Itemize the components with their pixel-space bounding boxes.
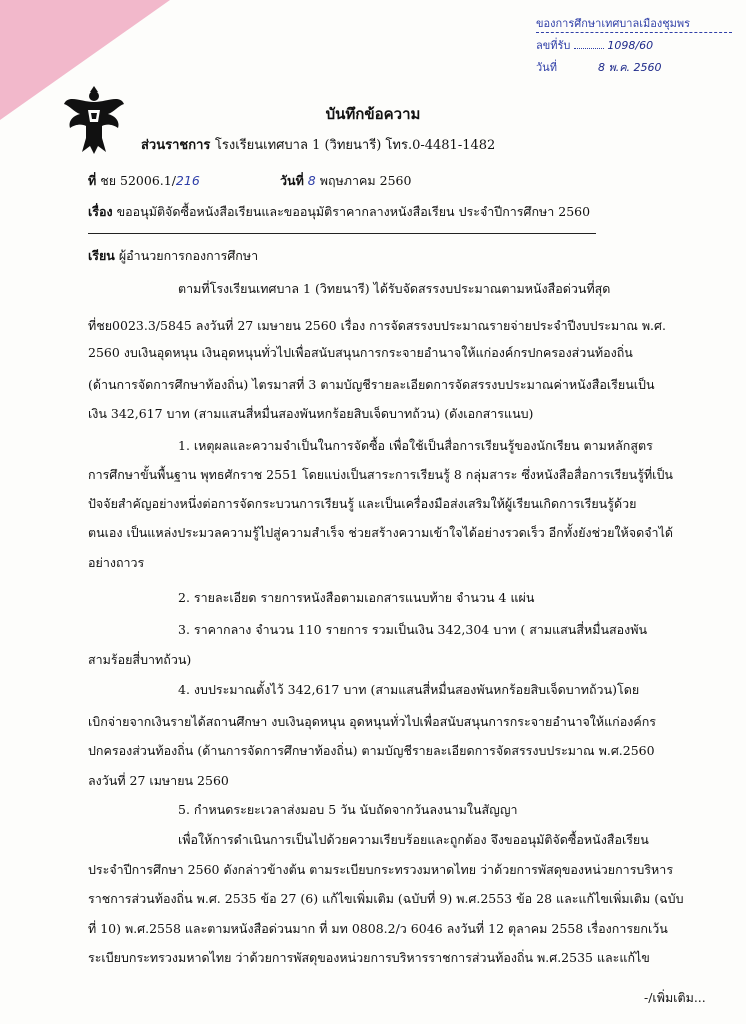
p4-line: สามร้อยสี่บาทถ้วน) xyxy=(88,652,192,667)
agency-label: ส่วนราชการ xyxy=(141,138,211,153)
p4-line: 3. ราคากลาง จำนวน 110 รายการ รวมเป็นเงิน 342,304 บาท ( สามแสนสี่หมื่นสองพัน xyxy=(178,622,648,637)
doc-no-label: ที่ xyxy=(88,173,97,188)
paragraph-3: 2. รายละเอียด รายการหนังสือตามเอกสารแนบท้าย จำนวน 4 แผ่น xyxy=(178,590,535,605)
p1-line: ตามที่โรงเรียนเทศบาล 1 (วิทยนารี) ได้รับจัดสรรงบประมาณตามหนังสือด่วนที่สุด xyxy=(178,281,611,296)
stamp-office: ของการศึกษาเทศบาลเมืองชุมพร xyxy=(536,14,732,33)
continued-marker: -/เพิ่มเติม... xyxy=(644,990,706,1005)
header-divider xyxy=(88,233,596,234)
p1-line: 2560 งบเงินอุดหนุน เงินอุดหนุนทั่วไปเพื่อสนับสนุนการกระจายอำนาจให้แก่องค์กรปกครองส่วนท้องถิ่น xyxy=(88,345,633,360)
p1-line: เงิน 342,617 บาท (สามแสนสี่หมื่นสองพันหกร้อยสิบเจ็ดบาทถ้วน) (ดังเอกสารแนบ) xyxy=(88,406,534,421)
subject-text: ขออนุมัติจัดซื้อหนังสือเรียนและขออนุมัติราคากลางหนังสือเรียน ประจำปีการศึกษา 2560 xyxy=(116,204,591,219)
doc-date-label: วันที่ xyxy=(280,173,304,188)
doc-no-prefix: ชย 52006.1/ xyxy=(100,173,176,188)
p7-line: ที่ 10) พ.ศ.2558 และตามหนังสือด่วนมาก ที่ มท 0808.2/ว 6046 ลงวันที่ 12 ตุลาคม 2558 เรื่องการยกเว้น xyxy=(88,921,668,936)
p5-line: เบิกจ่ายจากเงินรายได้สถานศึกษา งบเงินอุดหนุน อุดหนุนทั่วไปเพื่อสนับสนุนการกระจายอำนาจให้แก่องค์กร xyxy=(88,714,657,729)
p2-line: อย่างถาวร xyxy=(88,555,145,570)
stamp-recv-no: 1098/60 xyxy=(607,39,654,52)
to-text: ผู้อำนวยการกองการศึกษา xyxy=(118,248,259,263)
subject-label: เรื่อง xyxy=(88,204,113,219)
p7-line: ระเบียบกระทรวงมหาดไทย ว่าด้วยการพัสดุของหน่วยการบริหารราชการส่วนท้องถิ่น พ.ศ.2535 และแก้ไข xyxy=(88,950,650,965)
p1-line: ที่ชย0023.3/5845 ลงวันที่ 27 เมษายน 2560 เรื่อง การจัดสรรงบประมาณรายจ่ายประจำปีงบประมาณ พ.ศ. xyxy=(88,318,666,333)
p2-line: 1. เหตุผลและความจำเป็นในการจัดซื้อ เพื่อใช้เป็นสื่อการเรียนรู้ของนักเรียน ตามหลักสูตร xyxy=(178,438,653,453)
p2-line: การศึกษาขั้นพื้นฐาน พุทธศักราช 2551 โดยแบ่งเป็นสาระการเรียนรู้ 8 กลุ่มสาระ ซึ่งหนังสือสื่อการเรียนรู้ที่เป็น xyxy=(88,467,673,482)
p7-line: ราชการส่วนท้องถิ่น พ.ศ. 2535 ข้อ 27 (6) แก้ไขเพิ่มเติม (ฉบับที่ 9) พ.ศ.2553 ข้อ 28 และแก้ไขเพิ่มเติม (ฉบับ xyxy=(88,891,684,906)
doc-date-day: 8 xyxy=(307,173,316,188)
p7-line: เพื่อให้การดำเนินการเป็นไปด้วยความเรียบร้อยและถูกต้อง จึงขออนุมัติจัดซื้อหนังสือเรียน xyxy=(178,832,649,847)
to-label: เรียน xyxy=(88,248,115,263)
stamp-recv-label: ลขที่รับ xyxy=(536,39,571,52)
doc-date-rest: พฤษภาคม 2560 xyxy=(319,173,412,188)
stamp-date-label: วันที่ xyxy=(536,61,557,74)
agency-value: โรงเรียนเทศบาล 1 (วิทยนารี) โทร.0-4481-1482 xyxy=(214,138,496,153)
stamp-date: 8 พ.ค. 2560 xyxy=(597,61,662,74)
p7-line: ประจำปีการศึกษา 2560 ดังกล่าวข้างต้น ตามระเบียบกระทรวงมหาดไทย ว่าด้วยการพัสดุของหน่วยการบริหาร xyxy=(88,862,674,877)
p2-line: ปัจจัยสำคัญอย่างหนึ่งต่อการจัดกระบวนการเรียนรู้ และเป็นเครื่องมือส่งเสริมให้ผู้เรียนเกิดการเรียนรู้ด้วย xyxy=(88,496,637,511)
memo-title: บันทึกข้อความ xyxy=(325,105,421,123)
p2-line: ตนเอง เป็นแหล่งประมวลความรู้ไปสู่ความสำเร็จ ช่วยสร้างความเข้าใจได้อย่างรวดเร็ว อีกทั้งยังช่วยให้จดจำได้ xyxy=(88,525,673,540)
p5-line: 4. งบประมาณตั้งไว้ 342,617 บาท (สามแสนสี่หมื่นสองพันหกร้อยสิบเจ็ดบาทถ้วน)โดย xyxy=(178,682,640,697)
receipt-stamp xyxy=(530,14,740,82)
p5-line: ลงวันที่ 27 เมษายน 2560 xyxy=(88,773,229,788)
doc-no-handwritten: 216 xyxy=(175,173,200,188)
p5-line: ปกครองส่วนท้องถิ่น (ด้านการจัดการศึกษาท้องถิ่น) ตามบัญชีรายละเอียดการจัดสรรงบประมาณ พ.ศ.2560 xyxy=(88,743,655,758)
paragraph-6: 5. กำหนดระยะเวลาส่งมอบ 5 วัน นับถัดจากวันลงนามในสัญญา xyxy=(178,802,518,817)
p1-line: (ด้านการจัดการศึกษาท้องถิ่น) ไตรมาสที่ 3 ตามบัญชีรายละเอียดการจัดสรรงบประมาณค่าหนังสือเรียนเป็น xyxy=(88,377,655,392)
